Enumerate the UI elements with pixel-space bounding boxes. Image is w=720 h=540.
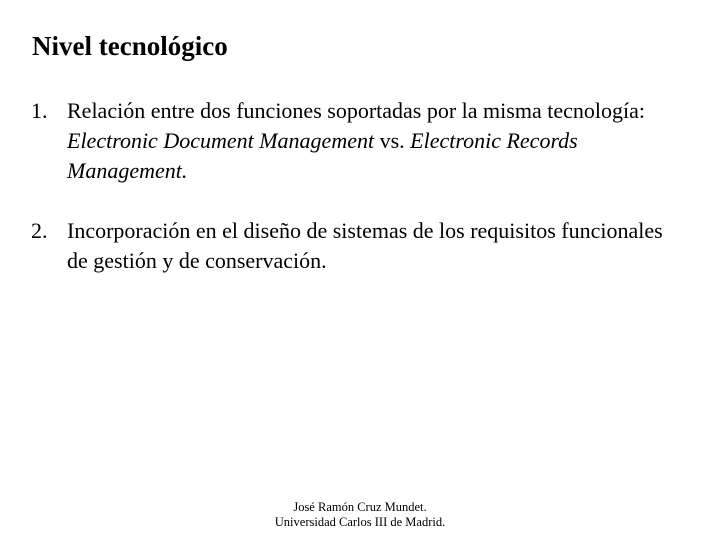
item-text-segment: Relación entre dos funciones soportadas por la misma tecnología:	[67, 98, 645, 123]
item-text-segment: vs.	[374, 128, 411, 153]
slide-title: Nivel tecnológico	[32, 31, 228, 61]
footer-institution: Universidad Carlos III de Madrid.	[274, 515, 446, 529]
list-item	[31, 96, 671, 186]
list-item-text	[67, 98, 645, 183]
list-item-number: 1.	[31, 98, 48, 123]
list-item-text	[67, 218, 663, 273]
item-text-segment: Incorporación en el diseño de sistemas de los requisitos funcionales de gestión y de conservación.	[67, 218, 663, 273]
list-item	[31, 216, 671, 276]
item-emphasis-segment: Electronic Records Management.	[67, 128, 578, 183]
footer-author: José Ramón Cruz Mundet.	[293, 500, 427, 514]
numbered-list	[31, 96, 671, 306]
slide-footer	[0, 500, 720, 530]
item-emphasis-segment: Electronic Document Management	[67, 128, 375, 153]
list-item-number: 2.	[31, 218, 48, 243]
